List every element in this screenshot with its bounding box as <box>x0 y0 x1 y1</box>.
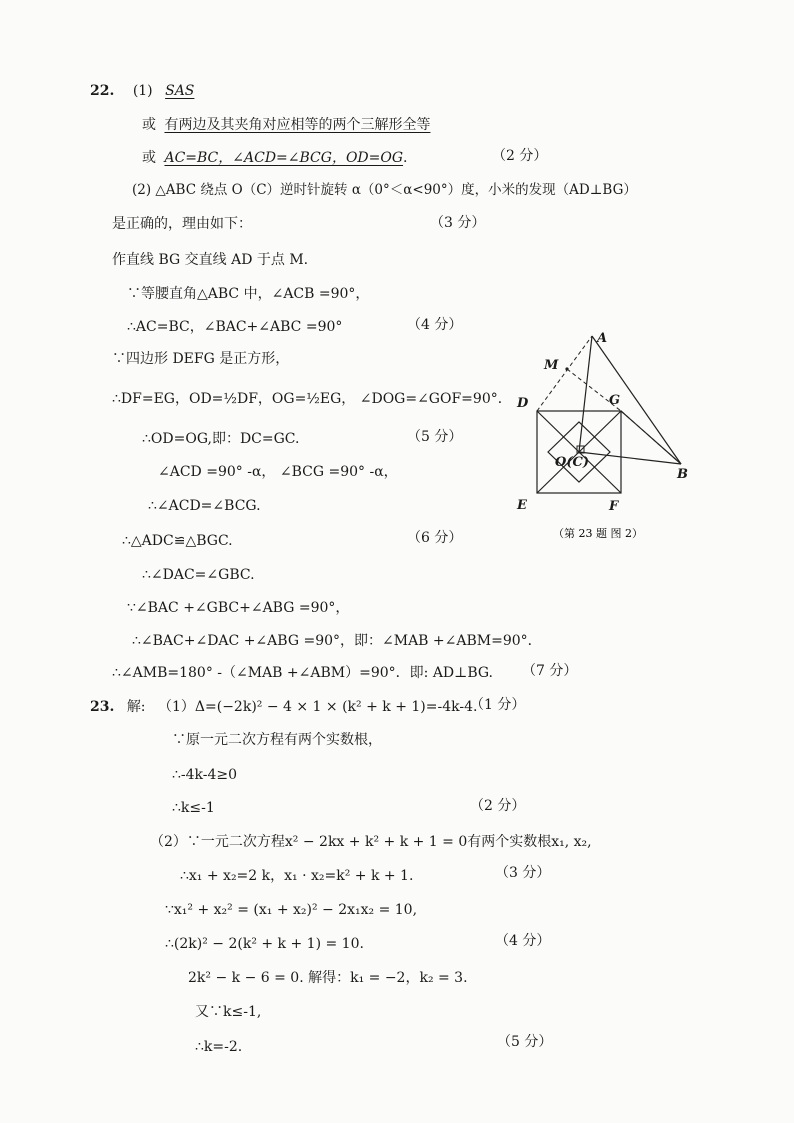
q23-score-3: （3 分） <box>495 865 551 881</box>
q22-score-5: （5 分） <box>407 429 463 445</box>
label-d: D <box>517 396 529 411</box>
q23-part1: （1）Δ=(−2k)² − 4 × 1 × (k² + k + 1)=-4k-4. <box>157 699 478 715</box>
q23-label: 解: <box>126 699 146 715</box>
figure-caption: （第 23 题 图 2） <box>553 527 643 540</box>
q22-score-2: （2 分） <box>492 148 548 164</box>
q22-line-ac-bc: ∴AC=BC，∠BAC+∠ABC =90° <box>127 319 343 335</box>
q22-score-4: （4 分） <box>407 317 463 333</box>
q22-alt2-prefix: 或 <box>142 150 156 166</box>
q22-part1-label: (1) <box>132 83 153 99</box>
segment-ab <box>592 336 681 464</box>
q22-number: 22. <box>90 83 115 99</box>
q23-line-sub: ∴(2k)² − 2(k² + k + 1) = 10. <box>165 936 364 952</box>
q22-score-7: （7 分） <box>522 663 578 679</box>
geometry-figure <box>505 322 700 547</box>
q22-score-3: （3 分） <box>430 215 486 231</box>
q23-line-k: ∴k≤-1 <box>172 800 215 816</box>
q23-line-result: ∴k=-2. <box>195 1039 243 1055</box>
q22-part1-answer: SAS <box>165 83 195 99</box>
segment-gb <box>621 411 681 464</box>
q22-alt2-suffix: . <box>403 150 408 166</box>
q22-alt2-line <box>142 149 408 167</box>
q22-line-angles: ∠ACD =90° -α， ∠BCG =90° -α， <box>158 464 398 480</box>
q22-part2-line1: (2) △ABC 绕点 O（C）逆时针旋转 α（0°＜α<90°）度，小米的发现（AD⊥BG） <box>132 182 637 198</box>
point-m <box>565 367 568 370</box>
q22-line-square: ∵四边形 DEFG 是正方形， <box>112 351 290 367</box>
q22-line-od-og: ∴OD=OG,即：DC=GC. <box>142 431 300 447</box>
q22-alt2-text: AC=BC，∠ACD=∠BCG，OD=OG <box>164 150 404 166</box>
q23-part2: （2）∵一元二次方程x² − 2kx + k² + k + 1 = 0有两个实数根x₁, x₂, <box>150 834 592 850</box>
label-e: E <box>517 498 527 513</box>
q22-line-dac-gbc: ∴∠DAC=∠GBC. <box>142 567 255 583</box>
q23-part1-line <box>90 698 477 716</box>
q22-line-isosceles: ∵等腰直角△ABC 中，∠ACB =90°， <box>127 286 370 302</box>
q22-alt1-text: 有两边及其夹角对应相等的两个三解形全等 <box>164 117 431 133</box>
label-f: F <box>609 499 619 514</box>
label-a: A <box>597 331 608 346</box>
q22-line-make: 作直线 BG 交直线 AD 于点 M. <box>112 252 309 268</box>
q23-line-roots: ∵原一元二次方程有两个实数根， <box>172 732 382 748</box>
segment-ac <box>579 336 592 452</box>
label-b: B <box>677 467 688 482</box>
q23-line-solve: 2k² − k − 6 = 0. 解得：k₁ = −2，k₂ = 3. <box>188 970 468 986</box>
q23-line-sq: ∵x₁² + x₂² = (x₁ + x₂)² − 2x₁x₂ = 10, <box>165 902 418 918</box>
q23-line-vieta: ∴x₁ + x₂=2 k，x₁ · x₂=k² + k + 1. <box>180 868 414 884</box>
q22-line-congruent: ∴△ADC≌△BGC. <box>122 533 233 549</box>
q23-score-1: （1 分） <box>470 697 526 713</box>
q23-score-2: （2 分） <box>470 798 526 814</box>
q22-line-final: ∴∠AMB=180° -（∠MAB +∠ABM）=90°．即: AD⊥BG. <box>112 665 494 681</box>
q23-line-ineq: ∴-4k-4≥0 <box>172 767 238 783</box>
q22-line-acd-bcg: ∴∠ACD=∠BCG. <box>148 498 261 514</box>
q22-alt1-line <box>142 116 430 134</box>
label-o: O(C) <box>555 455 589 470</box>
q22-line-sum2: ∴∠BAC+∠DAC +∠ABG =90°，即：∠MAB +∠ABM=90°． <box>132 633 542 649</box>
q23-line-also: 又∵k≤-1, <box>195 1004 262 1020</box>
q23-score-4: （4 分） <box>495 933 551 949</box>
label-g: G <box>609 393 621 408</box>
segment-cb <box>579 452 681 464</box>
q22-part1-line <box>90 82 194 100</box>
q22-line-sum1: ∵∠BAC +∠GBC+∠ABG =90°， <box>127 600 350 616</box>
dashed-da <box>537 336 592 411</box>
q22-score-6: （6 分） <box>407 530 463 546</box>
q23-number: 23. <box>90 699 115 715</box>
q23-score-5: （5 分） <box>497 1034 553 1050</box>
q22-line-df-eg: ∴DF=EG，OD=½DF，OG=½EG， ∠DOG=∠GOF=90°． <box>112 391 512 407</box>
q22-alt1-prefix: 或 <box>142 117 156 133</box>
label-m: M <box>544 358 559 373</box>
q22-part2-line2: 是正确的，理由如下： <box>112 216 252 232</box>
